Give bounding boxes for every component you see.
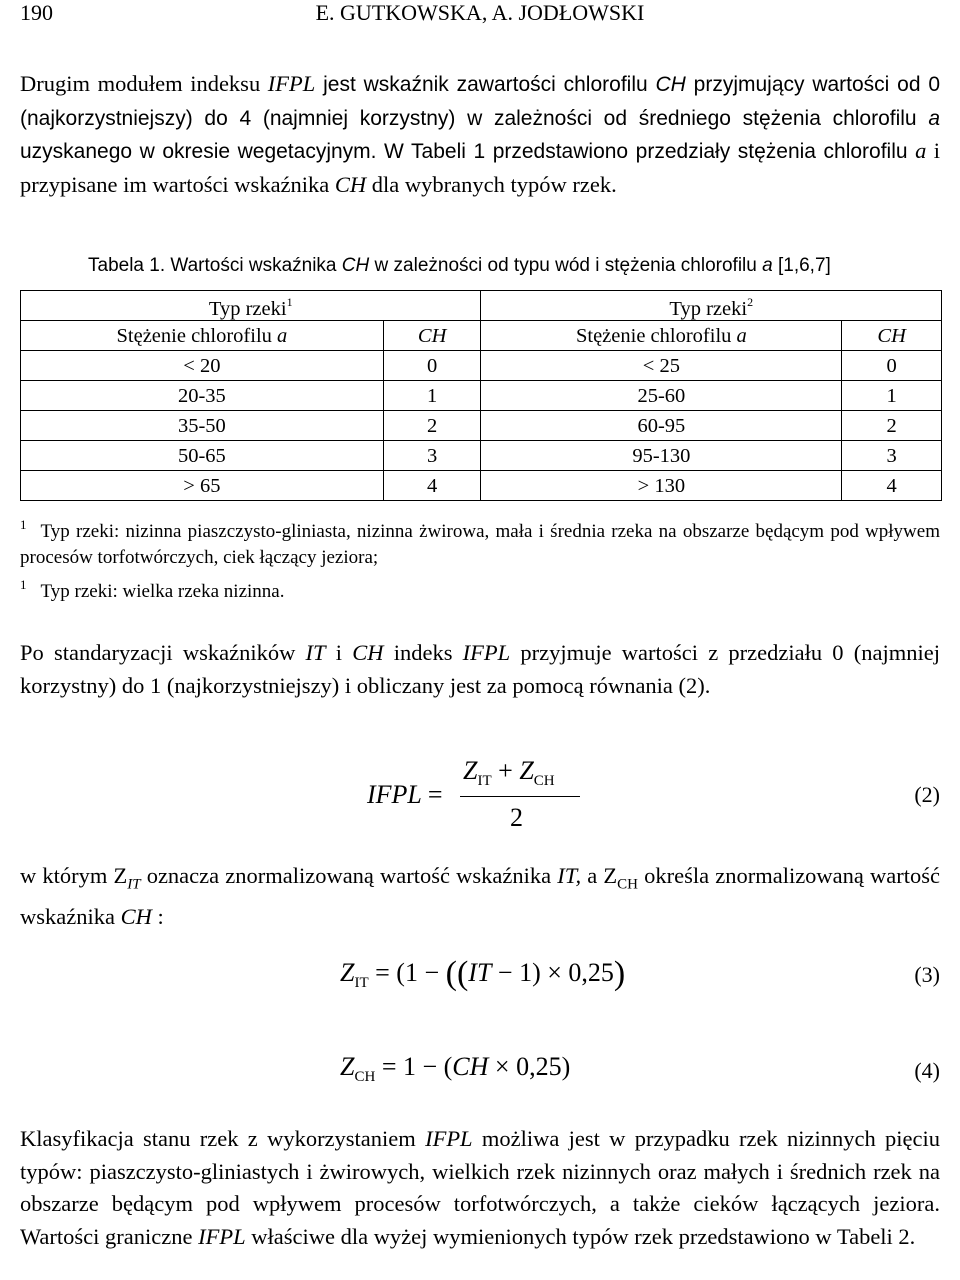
table-cell: 25-60	[481, 381, 842, 411]
text: IFPL	[367, 780, 422, 809]
text: Z	[113, 863, 128, 888]
table-cell: 20-35	[21, 381, 384, 411]
running-title: E. GUTKOWSKA, A. JODŁOWSKI	[315, 0, 645, 25]
table-cell: 50-65	[21, 441, 384, 471]
eq2-lhs	[367, 780, 443, 810]
table-cell: 4	[842, 471, 942, 501]
symbol-ifpl: IFPL	[198, 1223, 246, 1249]
text: Z	[340, 1052, 355, 1081]
fraction-bar	[460, 796, 580, 797]
eq2-numerator	[463, 756, 555, 790]
symbol-ifpl: IFPL	[425, 1126, 473, 1151]
symbol-a: a	[736, 324, 747, 347]
text: Drugim modułem indeksu	[20, 71, 268, 96]
table-cell: 2	[842, 411, 942, 441]
subscript: CH	[617, 876, 639, 893]
table-header-row	[21, 321, 942, 351]
page-number: 190	[20, 0, 53, 25]
text: w zależności od typu wód i stężenia chlorofilu	[369, 255, 763, 276]
text: Z	[519, 756, 534, 785]
symbol-ch: CH	[877, 324, 906, 347]
text: )	[613, 955, 626, 992]
text: Stężenie chlorofilu	[116, 324, 278, 347]
paragraph-definitions	[20, 860, 940, 934]
symbol-a: a	[915, 138, 927, 164]
symbol-ifpl: IFPL	[462, 640, 511, 665]
text: :	[151, 904, 164, 930]
text: [1,6,7]	[772, 255, 831, 276]
text: Typ rzeki	[208, 298, 287, 320]
symbol-ch: CH	[120, 904, 152, 930]
text: = (1 −	[375, 958, 446, 987]
equation-number: (2)	[914, 782, 940, 807]
text: a	[581, 863, 604, 888]
column-header	[21, 321, 384, 351]
text: i przypisane im wartości wskaźnika	[20, 138, 940, 197]
table-cell: 3	[842, 441, 942, 471]
subscript: IT	[127, 876, 141, 893]
text: właściwe dla wyżej wymienionych typów rzek przedstawiono w Tabeli 2.	[245, 1223, 916, 1249]
table-group-header-row	[21, 291, 942, 321]
footnote-marker: 1	[20, 577, 27, 592]
symbol-ch: CH	[417, 324, 447, 347]
text: Z	[340, 958, 355, 987]
text: − 1) × 0,25	[491, 958, 614, 987]
table-cell: 4	[383, 471, 481, 501]
text: Z	[463, 756, 478, 785]
text: Typ rzeki: wielka rzeka nizinna.	[40, 581, 285, 602]
table-cell: 95-130	[481, 441, 842, 471]
text: Tabela 1. Wartości wskaźnika	[88, 255, 342, 276]
subscript: CH	[533, 773, 555, 789]
table-row	[21, 381, 942, 411]
text: Typ rzeki	[669, 298, 748, 320]
text: w którym	[20, 863, 114, 888]
table-cell: 2	[383, 411, 481, 441]
text: =	[427, 780, 443, 809]
symbol-it: IT	[305, 640, 326, 665]
table-cell: 60-95	[481, 411, 842, 441]
text: Po standaryzacji wskaźników	[20, 640, 306, 665]
table-cell: > 65	[21, 471, 384, 501]
symbol-ifpl: IFPL	[267, 71, 316, 96]
paragraph-intro	[20, 68, 940, 201]
column-header	[842, 321, 942, 351]
column-header	[383, 321, 481, 351]
text: = 1 − (	[381, 1052, 453, 1081]
running-header	[20, 0, 940, 30]
text: CH	[452, 1052, 489, 1081]
table-cell: > 130	[481, 471, 842, 501]
footnote-marker: 1	[20, 517, 27, 532]
eq2-denominator: 2	[510, 803, 523, 832]
text: indeks	[383, 640, 463, 665]
text: i	[325, 640, 353, 665]
text: jest wskaźnik zawartości chlorofilu	[315, 73, 656, 96]
paragraph-classification	[20, 1123, 940, 1253]
symbol-it: IT,	[557, 863, 582, 888]
text: × 0,25)	[488, 1052, 571, 1081]
text: ((	[445, 955, 469, 992]
text: oznacza znormalizowaną wartość wskaźnika	[140, 863, 558, 888]
table-row	[21, 471, 942, 501]
table-cell: 35-50	[21, 411, 384, 441]
table-cell: 1	[383, 381, 481, 411]
text: Z	[603, 863, 618, 888]
table-row	[21, 351, 942, 381]
chlorophyll-table	[20, 290, 942, 501]
table-cell: 1	[842, 381, 942, 411]
footnote-ref: 1	[286, 295, 293, 309]
text: przyjmuje wartości z przedziału 0 (najmniej korzystny) do 1 (najkorzystniejszy) i obliczany jest za pomocą równania (2).	[20, 640, 940, 698]
text: możliwa jest w przypadku rzek nizinnych pięciu typów: piaszczysto-gliniastych i żwirowych, wielkich rzek nizinnych oraz małych i średnich rzek na obszarze będącym pod wpływem procesów torfotwórczych, a także cieków łączących jeziora. Wartości graniczne	[20, 1126, 940, 1249]
equation-number: (3)	[914, 962, 940, 987]
table-cell: 0	[842, 351, 942, 381]
symbol-ch: CH	[655, 73, 686, 96]
column-header	[481, 321, 842, 351]
text: IT	[468, 958, 492, 987]
group-header	[481, 291, 942, 321]
group-header	[21, 291, 481, 321]
symbol-a: a	[762, 255, 773, 276]
subscript: IT	[477, 773, 492, 789]
table-caption	[88, 253, 948, 279]
table-cell: < 25	[481, 351, 842, 381]
subscript: IT	[354, 975, 369, 991]
text: uzyskanego w okresie wegetacyjnym. W Tabeli 1 przedstawiono przedziały stężenia chlorofilu	[20, 140, 916, 164]
table-row	[21, 441, 942, 471]
text: Typ rzeki: nizinna piaszczysto-gliniasta, nizinna żwirowa, mała i średnia rzeka na obszarze będącym pod wpływem procesów torfotwórczych, ciek łączący jeziora;	[20, 521, 940, 568]
subscript: CH	[354, 1069, 376, 1085]
footnote-2	[20, 572, 940, 605]
footnote-ref: 2	[747, 295, 754, 309]
text: +	[498, 756, 513, 785]
table-cell: 3	[383, 441, 481, 471]
eq4-body	[340, 1052, 570, 1086]
footnote-1	[20, 512, 940, 571]
symbol-ch: CH	[334, 171, 367, 197]
symbol-ch: CH	[352, 640, 384, 665]
symbol-a: a	[928, 106, 940, 130]
paragraph-standardization	[20, 637, 940, 702]
text: przyjmujący wartości od 0 (najkorzystniejszy) do 4 (najmniej korzystny) w zależności od średniego stężenia chlorofilu	[20, 73, 940, 130]
text: określa znormalizowaną wartość wskaźnika	[20, 863, 940, 930]
text: Stężenie chlorofilu	[575, 324, 737, 347]
table-row	[21, 411, 942, 441]
symbol-ch: CH	[341, 255, 370, 276]
table-cell: 0	[383, 351, 481, 381]
equation-number: (4)	[914, 1058, 940, 1083]
eq3-body	[340, 955, 625, 993]
symbol-a: a	[277, 324, 288, 347]
text: Klasyfikacja stanu rzek z wykorzystaniem	[20, 1126, 426, 1151]
table-cell: < 20	[21, 351, 384, 381]
text: dla wybranych typów rzek.	[366, 171, 617, 197]
